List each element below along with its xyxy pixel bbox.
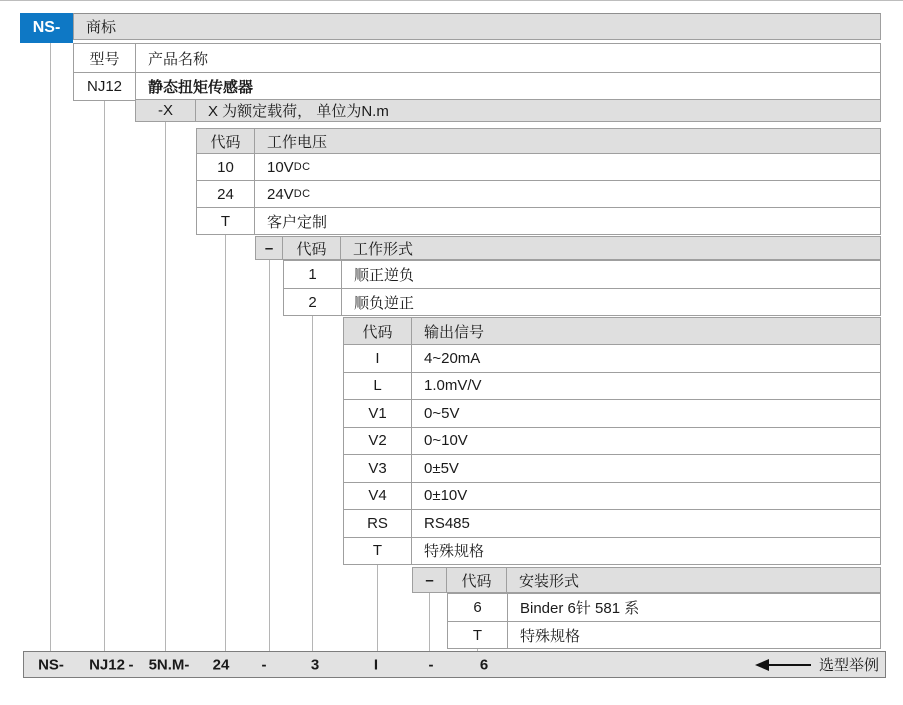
output-row <box>344 372 880 400</box>
example-mount: 6 <box>479 656 489 673</box>
connector-line-prefix <box>50 43 51 651</box>
mode-row <box>284 261 880 288</box>
mount-header-code: 代码 <box>447 568 507 592</box>
model-header-name: 产品名称 <box>148 50 209 68</box>
output-value: 1.0mV/V <box>424 377 482 395</box>
mode-value: 顺正逆负 <box>354 267 415 284</box>
mount-code: T <box>448 622 508 648</box>
model-code: NJ12 <box>74 73 136 100</box>
connector-line-dash2 <box>429 593 430 651</box>
left-arrow-icon <box>755 659 769 671</box>
output-code: RS <box>344 510 412 537</box>
output-row <box>344 537 880 565</box>
rated-load-desc: X 为额定载荷， 单位为N.m <box>208 103 389 120</box>
example-model: NJ12 <box>89 656 125 673</box>
mount-header-label: 安装形式 <box>519 572 580 590</box>
mode-value: 顺负逆正 <box>354 294 415 312</box>
model-table <box>73 43 881 101</box>
voltage-table <box>196 128 881 235</box>
mount-code: 6 <box>448 594 508 621</box>
example-load: 5N.M- <box>148 656 190 673</box>
series-prefix-badge: NS- <box>20 13 73 43</box>
voltage-header-row <box>197 129 880 153</box>
output-table <box>343 317 881 565</box>
voltage-value-text: 24V <box>267 185 294 203</box>
voltage-row <box>197 180 880 207</box>
voltage-code: T <box>197 208 255 234</box>
output-code: V1 <box>344 400 412 427</box>
voltage-value-text: 10V <box>267 158 294 176</box>
trademark-row <box>73 13 881 40</box>
example-prefix: NS- <box>38 656 64 673</box>
mount-value: 特殊规格 <box>520 627 581 645</box>
output-value: 0±10V <box>424 487 468 505</box>
mode-code: 2 <box>284 289 342 315</box>
mode-table <box>283 260 881 316</box>
example-mode: 3 <box>310 656 320 673</box>
example-separator-3: - <box>428 656 434 673</box>
voltage-value-suffix: DC <box>293 161 311 173</box>
output-row <box>344 399 880 427</box>
voltage-row <box>197 153 880 180</box>
example-pointer <box>755 652 879 677</box>
output-header-row <box>344 318 880 344</box>
output-value: 4~20mA <box>424 349 481 367</box>
example-separator-2: - <box>261 656 267 673</box>
mount-value: Binder 6针 581 系 <box>520 600 640 617</box>
mode-header-row <box>255 236 881 260</box>
connector-line-output <box>377 563 378 651</box>
model-header-code: 型号 <box>74 44 136 72</box>
rated-load-code: -X <box>136 100 196 121</box>
output-row <box>344 454 880 482</box>
output-row <box>344 509 880 537</box>
output-code: V2 <box>344 428 412 455</box>
trademark-label: 商标 <box>86 19 117 36</box>
mount-header-row <box>412 567 881 593</box>
mode-row <box>284 288 880 315</box>
output-code: V4 <box>344 483 412 510</box>
mode-code: 1 <box>284 261 342 288</box>
voltage-value <box>255 181 880 207</box>
connector-line-dash1 <box>269 260 270 651</box>
output-code: V3 <box>344 455 412 482</box>
output-row <box>344 482 880 510</box>
output-row <box>344 344 880 372</box>
output-header-code: 代码 <box>344 318 412 344</box>
voltage-code: 10 <box>197 154 255 180</box>
voltage-code: 24 <box>197 181 255 207</box>
connector-line-model <box>104 99 105 651</box>
connector-line-load <box>165 122 166 651</box>
output-header-label: 输出信号 <box>424 323 485 341</box>
output-row <box>344 427 880 455</box>
connector-line-voltage <box>225 233 226 651</box>
example-voltage: 24 <box>212 656 230 673</box>
top-rule <box>0 0 903 1</box>
output-code: T <box>344 538 412 565</box>
arrow-line <box>769 664 811 666</box>
mode-header-code: 代码 <box>283 237 341 259</box>
voltage-header-label: 工作电压 <box>267 133 328 151</box>
mode-header-label: 工作形式 <box>353 240 414 258</box>
mode-dash: – <box>256 237 283 259</box>
voltage-value: 客户定制 <box>267 213 328 231</box>
model-header-row <box>74 44 880 72</box>
example-box <box>23 651 886 678</box>
example-output: I <box>373 656 379 673</box>
output-value: RS485 <box>424 514 470 532</box>
output-code: L <box>344 373 412 400</box>
rated-load-row <box>135 99 881 122</box>
voltage-row <box>197 207 880 234</box>
mount-row <box>448 621 880 648</box>
voltage-value <box>255 154 880 180</box>
output-value: 0~5V <box>424 404 460 422</box>
output-value: 0±5V <box>424 459 459 477</box>
product-name: 静态扭矩传感器 <box>148 79 254 96</box>
mount-row <box>448 594 880 621</box>
output-code: I <box>344 345 412 372</box>
mount-table <box>447 593 881 649</box>
voltage-value-suffix: DC <box>293 188 311 200</box>
voltage-header-code: 代码 <box>197 129 255 153</box>
output-value: 0~10V <box>424 432 468 450</box>
connector-line-mode <box>312 314 313 651</box>
example-separator-1: - <box>128 656 134 673</box>
mount-dash: – <box>413 568 447 592</box>
model-row <box>74 72 880 100</box>
output-value: 特殊规格 <box>424 543 485 561</box>
example-label: 选型举例 <box>818 657 879 674</box>
